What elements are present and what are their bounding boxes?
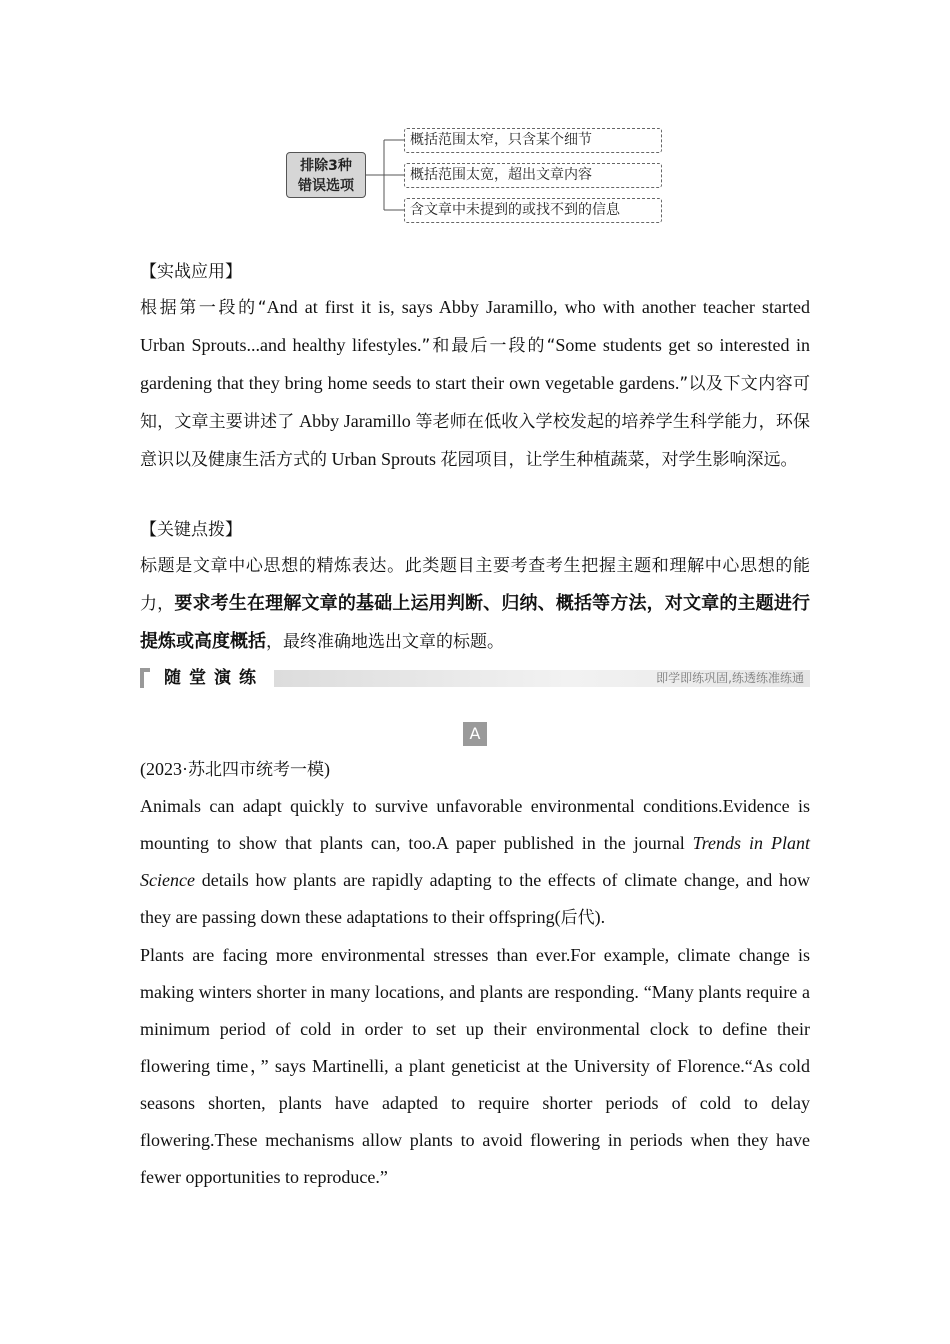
diagram-main-box [286, 152, 366, 198]
key-text-1: 标题是文章中心思想的精炼表达。此类题目主要考查考生把握主题和理解中心思想的能力， [140, 556, 810, 614]
diagram-option-too-narrow: 概括范围太窄，只含某个细节 [404, 128, 662, 153]
practice-paragraph [140, 289, 810, 479]
diagram-main-line2: 错误选项 [298, 178, 354, 194]
practice-quote-2: Some students get so interested in gardening that they bring home seeds to start their own vegetable gardens. [140, 335, 810, 393]
practice-project: Urban Sprouts [327, 449, 441, 469]
elimination-diagram [284, 124, 668, 228]
passage-source [140, 751, 810, 789]
section-banner [140, 666, 810, 692]
practice-text-5: 花园项目，让学生种植蔬菜，对学生影响深远。 [440, 450, 798, 470]
para1-part-b: details how plants are rapidly adapting to the effects of climate change, and how they are passing down these adaptations to their offspring( [140, 870, 810, 927]
key-paragraph [140, 547, 810, 661]
banner-corner-icon [140, 668, 150, 688]
para1-part-a: Animals can adapt quickly to survive unfavorable environmental conditions.Evidence is mounting to show that plants can, too.A paper published in the journal [140, 796, 810, 853]
journal-name: Trends in Plant Science [140, 833, 810, 890]
passage-paragraph-2: Plants are facing more environmental stresses than ever.For example, climate change is making winters shorter in many locations, and plants are responding. “Many plants require a minimum period of cold in order to set up their environmental clock to define their flowering time，” says Martinelli, a plant geneticist at the University of Florence.“As cold seasons shorten, plants have adapted to require shorter periods of cold to delay flowering.These mechanisms allow plants to avoid flowering in periods when they have fewer opportunities to reproduce.” [140, 945, 810, 1187]
banner-title: 随堂演练 [164, 668, 264, 688]
banner-subtitle: 即学即练巩固,练透练准练通 [656, 671, 804, 685]
key-text-bold: 要求考生在理解文章的基础上运用判断、归纳、概括等方法，对文章的主题进行提炼或高度概括 [140, 593, 811, 652]
source-close: ) [324, 759, 330, 779]
passage-paragraph-1 [140, 788, 810, 937]
source-text: 苏北四市统考一模 [188, 760, 324, 780]
offspring-gloss: 后代 [560, 908, 595, 928]
practice-text-1: 根据第一段的“ [140, 298, 267, 318]
diagram-option-too-wide: 概括范围太宽，超出文章内容 [404, 163, 662, 188]
practice-quote-1: And at first it is, says Abby Jaramillo, who with another teacher started Urban Sprouts...and healthy lifestyles. [140, 297, 810, 355]
diagram-option-not-mentioned: 含文章中未提到的或找不到的信息 [404, 198, 662, 223]
practice-text-2: ”和最后一段的“ [421, 336, 556, 356]
practice-text-3: ”以及下文内容可知，文章主要讲述了 [140, 374, 811, 432]
key-text-3: ，最终准确地选出文章的标题。 [266, 632, 504, 652]
source-open: (2023· [140, 759, 188, 779]
key-heading: 【关键点拨】 [140, 520, 242, 540]
diagram-main-line1: 排除3种 [300, 158, 352, 174]
section-label-a: A [463, 722, 487, 746]
practice-heading: 【实战应用】 [140, 262, 242, 282]
practice-text-4: 等老师在低收入学校发起的培养学生科学能力，环保意识以及健康生活方式的 [140, 412, 811, 470]
practice-name: Abby Jaramillo [294, 411, 416, 431]
para1-part-c: ). [594, 907, 606, 927]
